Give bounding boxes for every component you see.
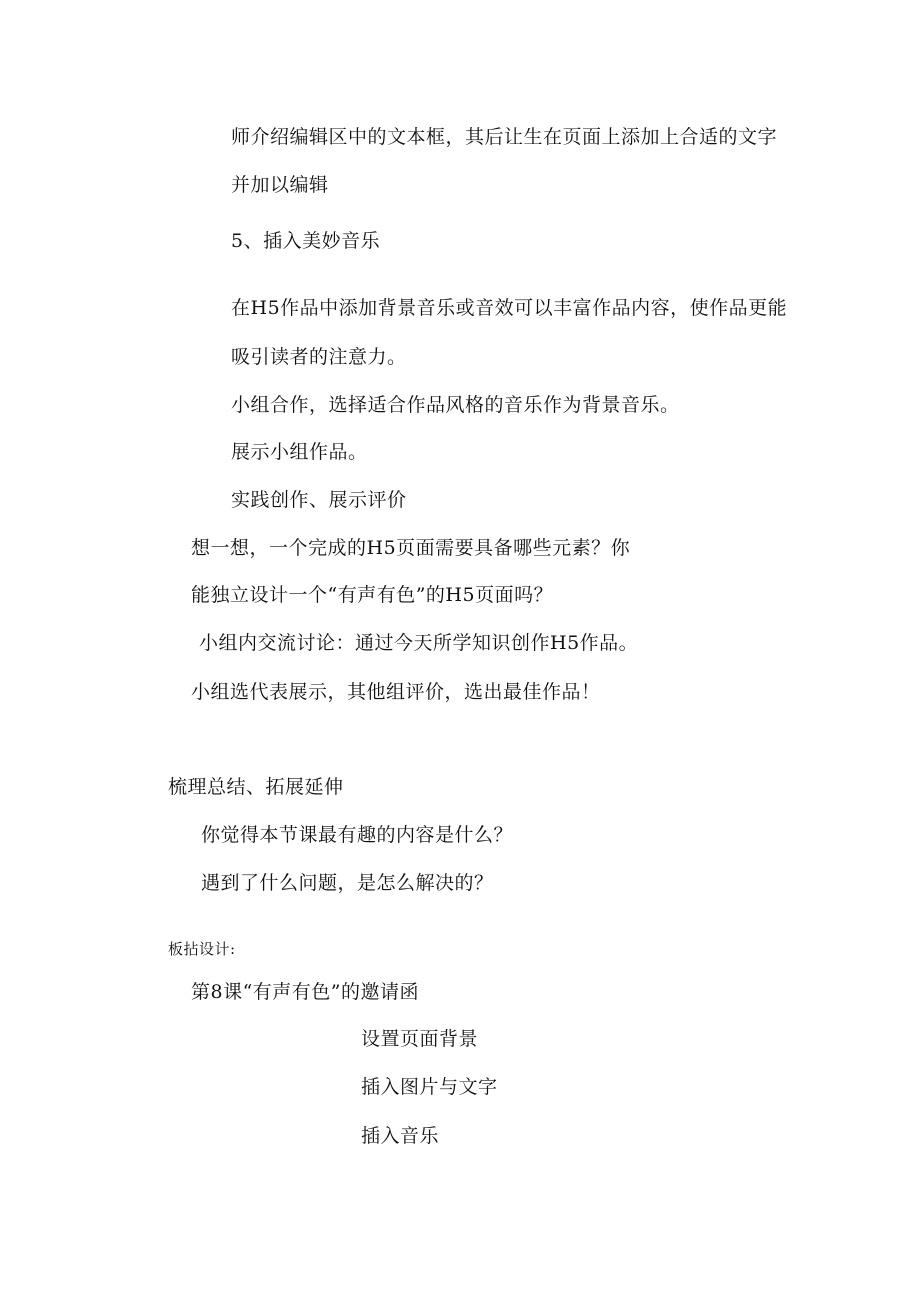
paragraph-line: 能独立设计一个“有声有色”的H5页面吗？ (191, 584, 554, 606)
paragraph-line: 遇到了什么问题，是怎么解决的？ (201, 872, 494, 894)
board-item: 插入音乐 (361, 1125, 440, 1147)
paragraph-line: 在H5作品中添加背景音乐或音效可以丰富作品内容，使作品更能 (231, 297, 788, 319)
paragraph-line: 你觉得本节课最有趣的内容是什么？ (201, 824, 514, 846)
paragraph-line: 并加以编辑 (231, 174, 329, 196)
paragraph-line: 师介绍编辑区中的文本框，其后让生在页面上添加上合适的文字 (231, 126, 778, 148)
section-heading: 5、插入美妙音乐 (231, 230, 381, 252)
paragraph-line: 小组选代表展示，其他组评价，选出最佳作品！ (191, 681, 601, 703)
paragraph-line: 展示小组作品。 (231, 441, 368, 463)
board-design-label: 板拈设计: (168, 940, 236, 958)
paragraph-line: 小组合作，选择适合作品风格的音乐作为背景音乐。 (231, 394, 680, 416)
paragraph-line: 吸引读者的注意力。 (231, 346, 407, 368)
section-heading: 实践创作、展示评价 (231, 489, 407, 511)
paragraph-line: 小组内交流讨论：通过今天所学知识创作H5作品。 (199, 632, 639, 654)
board-item: 设置页面背景 (361, 1028, 479, 1050)
board-title: 第8课“有声有色”的邀请函 (191, 981, 420, 1003)
section-heading: 梳理总结、拓展延伸 (168, 776, 344, 798)
paragraph-line: 想一想，一个完成的H5页面需要具备哪些元素？你 (191, 537, 631, 559)
board-item: 插入图片与文字 (361, 1076, 498, 1098)
